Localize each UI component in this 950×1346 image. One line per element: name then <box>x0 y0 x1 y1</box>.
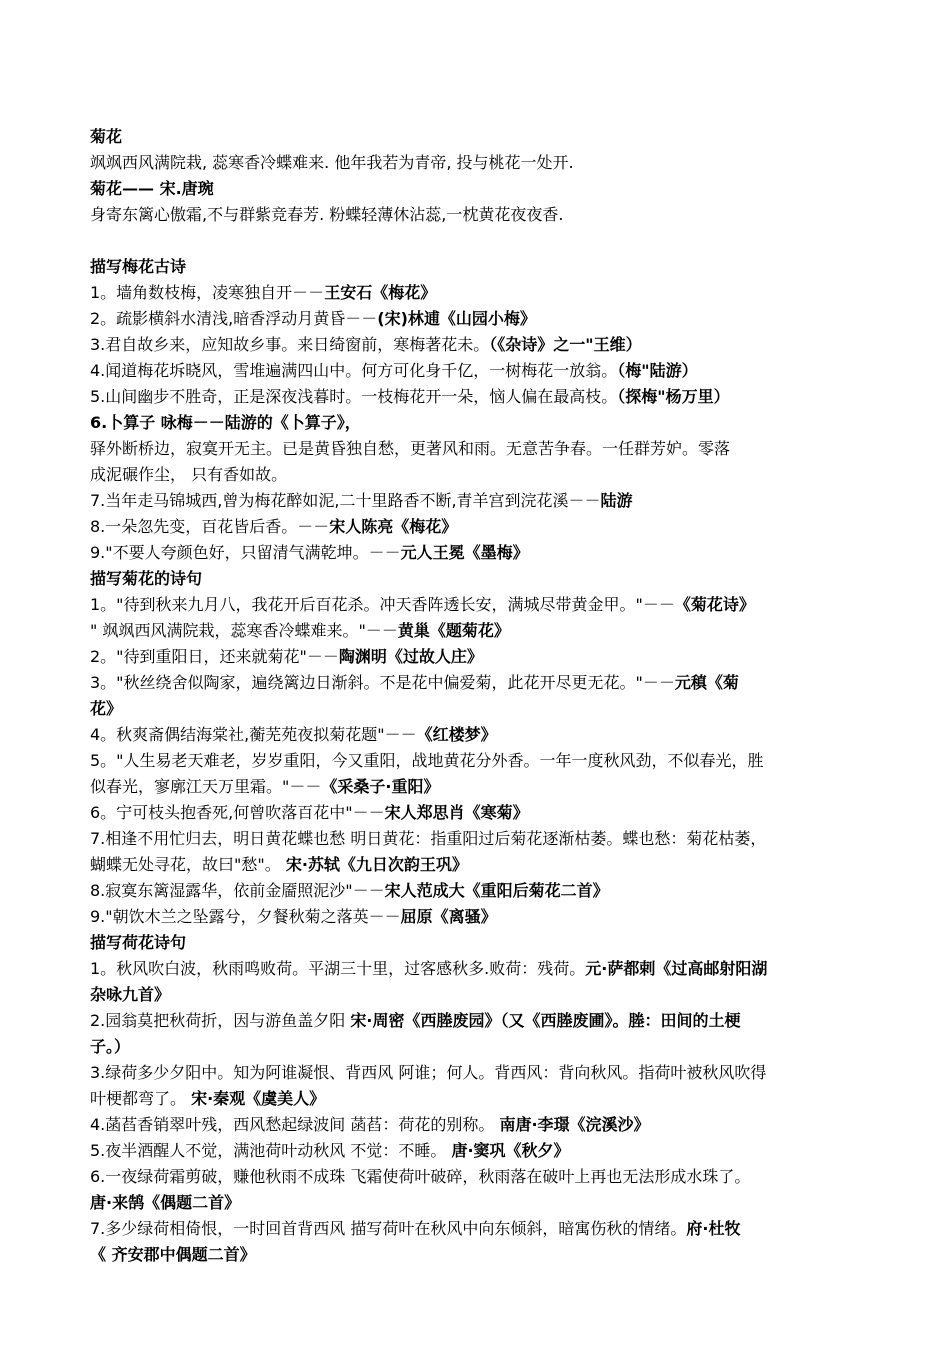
text-run: 1。"待到秋来九月八，我花开后百花杀。冲天香阵透长安，满城尽带黄金甲。"－－ <box>90 595 675 614</box>
text-line <box>90 1138 880 1164</box>
bold-text-run: 《 齐安郡中偶题二首》 <box>90 1245 256 1264</box>
text-run: 5.山间幽步不胜奇，正是深夜浅暮时。一枝梅花开一朵，恼人偏在最高枝。 <box>90 387 618 406</box>
bold-text-run: 描写菊花的诗句 <box>90 569 203 588</box>
text-run: 1。墙角数枝梅，凌寒独自开－－ <box>90 283 325 302</box>
text-run: 2.园翁莫把秋荷折，因与游鱼盖夕阳 <box>90 1011 351 1030</box>
text-line <box>90 748 880 774</box>
bold-text-run: （梅"陆游） <box>617 361 698 380</box>
text-line <box>90 566 880 592</box>
text-run: 9."朝饮木兰之坠露兮，夕餐秋菊之落英－－ <box>90 907 401 926</box>
text-line <box>90 488 880 514</box>
bold-text-run: 元·萨都剌《过高邮射阳湖 <box>585 959 768 978</box>
text-line <box>90 254 880 280</box>
text-line <box>90 982 880 1008</box>
text-line <box>90 1164 880 1190</box>
text-run: 3。"秋丝绕舍似陶家，遍绕篱边日渐斜。不是花中偏爱菊，此花开尽更无花。"－－ <box>90 673 675 692</box>
text-run: 8.一朵忽先变，百花皆后香。－－ <box>90 517 330 536</box>
text-line <box>90 1086 880 1112</box>
text-run: 5.夜半酒醒人不觉，满池荷叶动秋风 不觉：不睡。 <box>90 1141 452 1160</box>
text-line <box>90 462 880 488</box>
bold-text-run: 王安石《梅花》 <box>324 283 437 302</box>
text-line <box>90 800 880 826</box>
text-run: 4.菡萏香销翠叶残，西风愁起绿波间 菡萏：荷花的别称。 <box>90 1115 500 1134</box>
text-line <box>90 514 880 540</box>
text-line <box>90 696 880 722</box>
bold-text-run: 子。） <box>90 1037 131 1056</box>
text-line <box>90 306 880 332</box>
text-run: 8.寂寞东篱湿露华，依前金靥照泥沙"－－ <box>90 881 385 900</box>
bold-text-run: 宋·秦观《虞美人》 <box>191 1089 326 1108</box>
text-line <box>90 1060 880 1086</box>
text-line <box>90 1242 880 1268</box>
text-run: 似春光，寥廓江天万里霜。"－－ <box>90 777 322 796</box>
bold-text-run: 陶渊明《过故人庄》 <box>338 647 483 666</box>
text-run: 驿外断桥边，寂寞开无主。已是黄昏独自愁，更著风和雨。无意苦争春。一任群芳妒。零落 <box>90 439 731 458</box>
text-run: 5。"人生易老天难老，岁岁重阳，今又重阳，战地黄花分外香。一年一度秋风劲，不似春光，胜 <box>90 751 764 770</box>
bold-text-run: 府·杜牧 <box>686 1219 741 1238</box>
text-run: 6.一夜绿荷霜剪破，赚他秋雨不成珠 飞霜使荷叶破碎，秋雨落在破叶上再也无法形成水珠了。 <box>90 1167 751 1186</box>
text-run: 1。秋风吹白波，秋雨鸣败荷。平湖三十里，过客感秋多.败荷：残荷。 <box>90 959 586 978</box>
text-line <box>90 956 880 982</box>
text-line <box>90 852 880 878</box>
text-run: 飒飒西风满院栽, 蕊寒香冷蝶难来. 他年我若为青帝, 投与桃花一处开. <box>90 153 574 172</box>
bold-text-run: 菊花—— 宋.唐琬 <box>90 179 214 198</box>
text-run: 蝴蝶无处寻花，故曰"愁"。 <box>90 855 286 874</box>
text-line <box>90 540 880 566</box>
bold-text-run: 描写梅花古诗 <box>90 257 187 276</box>
bold-text-run: 杂咏九首》 <box>90 985 171 1004</box>
text-run: 7.当年走马锦城西,曾为梅花醉如泥,二十里路香不断,青羊宫到浣花溪－－ <box>90 491 601 510</box>
bold-text-run: 宋·周密《西塍废园》（又《西塍废圃》。塍：田间的土梗 <box>350 1011 741 1030</box>
text-line <box>90 176 880 202</box>
bold-text-run: 屈原《离骚》 <box>400 907 497 926</box>
text-line <box>90 774 880 800</box>
text-line <box>90 618 880 644</box>
text-line <box>90 124 880 150</box>
text-line <box>90 436 880 462</box>
text-run: 成泥碾作尘， 只有香如故。 <box>90 465 288 484</box>
text-line <box>90 670 880 696</box>
text-line <box>90 332 880 358</box>
bold-text-run: 陆游 <box>600 491 633 510</box>
bold-text-run: （《杂诗》之一"王维） <box>489 335 642 354</box>
bold-text-run: 黄巢《题菊花》 <box>397 621 510 640</box>
text-run: 6。宁可枝头抱香死,何曾吹落百花中"－－ <box>90 803 385 822</box>
bold-text-run: 唐·窦巩《秋夕》 <box>451 1141 570 1160</box>
text-run: 身寄东篱心傲霜,不与群紫竞春芳. 粉蝶轻薄休沾蕊,一枕黄花夜夜香. <box>90 205 564 224</box>
text-run: 3.绿荷多少夕阳中。知为阿谁凝恨、背西风 阿谁；何人。背西风：背向秋风。指荷叶被秋风吹得 <box>90 1063 767 1082</box>
text-run: 4。秋爽斋偶结海棠社,蘅芜苑夜拟菊花题"－－ <box>90 725 417 744</box>
bold-text-run: 菊花 <box>90 127 123 146</box>
bold-text-run: 唐·来鹄《偶题二首》 <box>90 1193 241 1212</box>
text-run: 叶梗都弯了。 <box>90 1089 192 1108</box>
text-line <box>90 722 880 748</box>
bold-text-run: 元人王冕《墨梅》 <box>400 543 529 562</box>
text-run: " 飒飒西风满院栽，蕊寒香冷蝶难来。"－－ <box>90 621 398 640</box>
text-run: 7.多少绿荷相倚恨，一时回首背西风 描写荷叶在秋风中向东倾斜，暗寓伤秋的情绪。 <box>90 1219 687 1238</box>
text-line <box>90 878 880 904</box>
bold-text-run: 宋·苏轼《九日次韵王巩》 <box>285 855 468 874</box>
blank-line <box>90 228 880 254</box>
text-run: 2。"待到重阳日，还来就菊花"－－ <box>90 647 339 666</box>
text-line <box>90 358 880 384</box>
text-run: 3.君自故乡来，应知故乡事。来日绮窗前，寒梅著花未。 <box>90 335 490 354</box>
text-line <box>90 150 880 176</box>
bold-text-run: 南唐·李璟《浣溪沙》 <box>499 1115 650 1134</box>
text-line <box>90 826 880 852</box>
text-run: 7.相逢不用忙归去，明日黄花蝶也愁 明日黄花：指重阳过后菊花逐渐枯萎。蝶也愁：菊花枯萎， <box>90 829 767 848</box>
text-run: 9."不要人夸颜色好，只留清气满乾坤。－－ <box>90 543 401 562</box>
text-line <box>90 1190 880 1216</box>
bold-text-run: 《采桑子·重阳》 <box>321 777 440 796</box>
text-run: 2。疏影横斜水清浅,暗香浮动月黄昏－－ <box>90 309 378 328</box>
text-line <box>90 1034 880 1060</box>
text-line <box>90 930 880 956</box>
text-line <box>90 592 880 618</box>
text-line <box>90 1112 880 1138</box>
bold-text-run: （探梅"杨万里） <box>617 387 730 406</box>
bold-text-run: 《红楼梦》 <box>416 725 497 744</box>
text-line <box>90 202 880 228</box>
bold-text-run: 6.卜算子 咏梅－－陆游的《卜算子》， <box>90 413 361 432</box>
document-body <box>90 124 880 1268</box>
bold-text-run: 描写荷花诗句 <box>90 933 187 952</box>
text-line <box>90 644 880 670</box>
text-line <box>90 410 880 436</box>
text-run: 4.闻道梅花坼晓风，雪堆遍满四山中。何方可化身千亿，一树梅花一放翁。 <box>90 361 618 380</box>
text-line <box>90 1008 880 1034</box>
bold-text-run: 《菊花诗》 <box>674 595 755 614</box>
bold-text-run: (宋)林逋《山园小梅》 <box>377 309 536 328</box>
bold-text-run: 宋人陈亮《梅花》 <box>329 517 458 536</box>
bold-text-run: 宋人郑思肖《寒菊》 <box>384 803 529 822</box>
text-line <box>90 1216 880 1242</box>
text-line <box>90 280 880 306</box>
bold-text-run: 元稹《菊 <box>674 673 739 692</box>
bold-text-run: 宋人范成大《重阳后菊花二首》 <box>384 881 609 900</box>
bold-text-run: 花》 <box>90 699 123 718</box>
text-line <box>90 384 880 410</box>
text-line <box>90 904 880 930</box>
